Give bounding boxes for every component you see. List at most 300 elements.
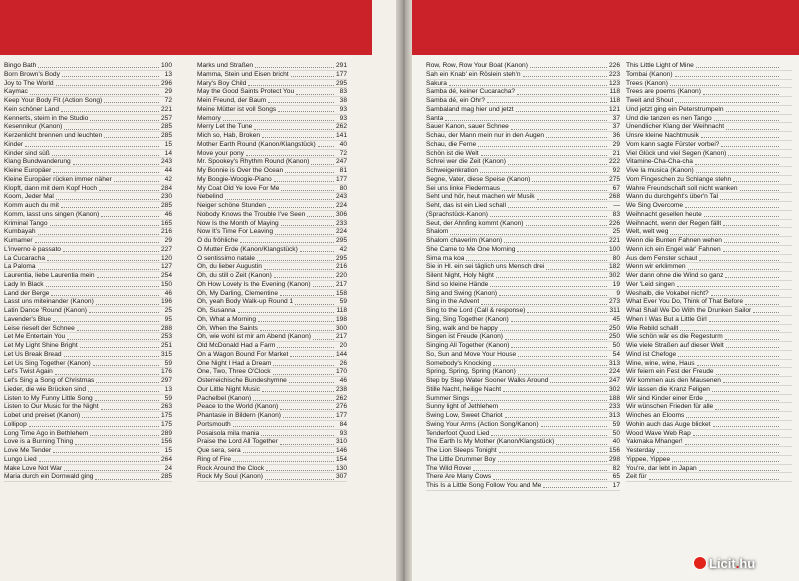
entry-title: Vom kann sagte Fürster vorbei? xyxy=(626,140,720,148)
entry-title: Seut, der Ahnfing kommt (Kanon) xyxy=(426,219,524,227)
index-entry xyxy=(626,377,792,386)
index-entry xyxy=(626,228,792,237)
index-entry xyxy=(626,333,792,342)
dot-leader xyxy=(53,316,159,322)
dot-leader xyxy=(699,465,779,471)
dot-leader xyxy=(50,220,159,226)
entry-title: O du fröhliche xyxy=(197,237,239,244)
entry-page-number: 285 xyxy=(160,202,172,209)
entry-page-number: 285 xyxy=(160,132,172,139)
entry-page-number: 95 xyxy=(164,315,172,323)
dot-leader xyxy=(97,272,159,278)
entry-page-number: 20 xyxy=(339,342,347,349)
dot-leader xyxy=(273,360,334,366)
index-entry xyxy=(426,360,620,369)
entry-title: Und die tanzen es nen Tango xyxy=(626,114,712,122)
dot-leader xyxy=(61,202,159,208)
dot-leader xyxy=(55,368,159,374)
dot-leader xyxy=(89,307,159,313)
index-entry xyxy=(197,211,347,220)
index-entry xyxy=(197,132,347,141)
entry-title: She Came to Me One Morning xyxy=(426,245,516,253)
index-entry xyxy=(426,395,620,404)
index-entry xyxy=(626,298,792,307)
dot-leader xyxy=(518,351,607,357)
dot-leader xyxy=(678,351,779,357)
index-entry xyxy=(4,386,172,395)
dot-leader xyxy=(505,412,607,418)
index-entry xyxy=(626,281,792,290)
entry-title: Lobet und preiset (Kanon) xyxy=(4,412,81,419)
index-entry xyxy=(197,403,347,412)
dot-leader xyxy=(101,403,159,409)
entry-page-number: 67 xyxy=(612,184,620,192)
entry-title: Und jetzt ging ein Peterstrumpeln xyxy=(626,105,724,113)
index-entry xyxy=(426,377,620,386)
index-entry xyxy=(4,237,172,246)
entry-title: Wenn die Bunten Fahnen wehen xyxy=(626,237,722,244)
index-entry xyxy=(197,62,347,71)
index-entry xyxy=(426,115,620,124)
entry-page-number: 313 xyxy=(608,412,620,419)
index-column-1 xyxy=(4,62,172,482)
index-entry xyxy=(197,263,347,272)
dot-leader xyxy=(82,412,159,418)
dot-leader xyxy=(496,272,607,278)
entry-title: Que sera, sera xyxy=(197,447,241,454)
entry-title: Wenn ich ein Engel wär' Fahnen xyxy=(626,245,721,253)
index-entry xyxy=(426,333,620,342)
dot-leader xyxy=(523,71,607,77)
index-entry xyxy=(626,88,792,97)
entry-page-number: 262 xyxy=(335,394,347,402)
index-entry xyxy=(4,141,172,150)
index-entry xyxy=(197,473,347,482)
entry-title: Samba dé, keiner Cucaracha? xyxy=(426,88,516,96)
dot-leader xyxy=(532,176,607,182)
entry-page-number: 118 xyxy=(609,97,620,104)
entry-page-number: 315 xyxy=(160,350,172,358)
index-entry xyxy=(426,228,620,237)
index-entry xyxy=(426,220,620,229)
entry-title: O Mutter Erde (Kanon/Klangstück) xyxy=(197,245,298,253)
dot-leader xyxy=(511,123,607,129)
entry-title: Tweit and Shout xyxy=(626,97,674,104)
entry-title: Sima ma koa xyxy=(426,254,465,262)
index-entry xyxy=(626,447,792,456)
entry-page-number: 118 xyxy=(336,307,347,314)
index-entry xyxy=(197,193,347,202)
dot-leader xyxy=(114,176,159,182)
entry-page-number: 141 xyxy=(335,132,347,139)
index-entry xyxy=(4,80,172,89)
index-entry xyxy=(4,185,172,194)
index-entry xyxy=(197,123,347,132)
index-entry xyxy=(197,150,347,159)
left-band-end xyxy=(372,0,396,55)
entry-page-number: 284 xyxy=(160,184,172,192)
entry-page-number: 176 xyxy=(160,368,172,376)
entry-title: Sing and Swing (Kanon) xyxy=(426,289,498,297)
entry-title: Sing in the Advent xyxy=(426,298,480,306)
entry-title: My Bonnie is Over the Ocean xyxy=(197,167,284,174)
dot-leader xyxy=(90,430,159,436)
index-entry xyxy=(426,307,620,316)
entry-title: Long Time Ago in Bethlehem xyxy=(4,429,89,437)
index-entry xyxy=(197,447,347,456)
entry-title: Let My Light Shine Bright xyxy=(4,342,78,349)
index-entry xyxy=(4,456,172,465)
entry-title: Lungo Lied xyxy=(4,455,37,463)
entry-title: Wie viele Straßen auf dieser Welt xyxy=(626,342,724,349)
entry-title: La Paloma xyxy=(4,263,36,271)
index-entry xyxy=(197,465,347,474)
entry-page-number: 233 xyxy=(608,403,620,411)
dot-leader xyxy=(289,377,334,383)
entry-title: Love is a Burning Thing xyxy=(4,438,74,446)
dot-leader xyxy=(686,412,779,418)
index-entry xyxy=(426,202,620,211)
dot-leader xyxy=(38,62,159,68)
entry-title: Swing Low, Sweet Chariot xyxy=(426,412,503,419)
dot-leader xyxy=(724,237,779,243)
dot-leader xyxy=(64,465,159,471)
index-entry xyxy=(197,456,347,465)
entry-page-number: 196 xyxy=(160,298,172,306)
entry-title: Silent Night, Holy Night xyxy=(426,272,494,279)
index-entry xyxy=(426,342,620,351)
entry-page-number: 177 xyxy=(335,412,347,419)
dot-leader xyxy=(47,255,159,261)
index-entry xyxy=(197,281,347,290)
index-entry xyxy=(626,290,792,299)
index-entry xyxy=(426,447,620,456)
entry-title: The Little Drummer Boy xyxy=(426,455,496,463)
dot-leader xyxy=(283,412,334,418)
entry-title: Keep Your Body Fit (Action Song) xyxy=(4,97,103,104)
dot-leader xyxy=(723,220,779,226)
index-entry xyxy=(626,62,792,71)
entry-title: Wohin auch das Auge blicket xyxy=(626,420,711,428)
entry-page-number: 156 xyxy=(608,447,620,454)
index-entry xyxy=(4,360,172,369)
entry-title: When I Was But a Little Girl xyxy=(626,315,707,323)
entry-title: Kleine Europäer xyxy=(4,167,52,174)
index-entry xyxy=(197,115,347,124)
entry-page-number: 250 xyxy=(608,333,620,341)
dot-leader xyxy=(88,386,159,392)
dot-leader xyxy=(255,62,334,68)
dot-leader xyxy=(685,438,779,444)
index-entry xyxy=(4,421,172,430)
index-entry xyxy=(626,351,792,360)
dot-leader xyxy=(471,395,607,401)
dot-leader xyxy=(264,263,334,269)
entry-page-number: 118 xyxy=(609,88,620,96)
entry-title: Oh, What a Morning xyxy=(197,315,257,323)
entry-page-number: 19 xyxy=(612,280,620,288)
entry-title: Make Love Not War xyxy=(4,464,63,472)
index-entry xyxy=(4,88,172,97)
entry-title: Wir wünschen Frieden für alle xyxy=(626,403,714,411)
dot-leader xyxy=(500,325,607,331)
entry-title: One Night I Had a Dream xyxy=(197,359,272,367)
entry-page-number: 254 xyxy=(160,272,172,279)
dot-leader xyxy=(450,228,607,234)
index-entry xyxy=(197,333,347,342)
entry-title: Kerzenlicht brennen und leuchten xyxy=(4,132,103,139)
index-entry xyxy=(426,255,620,264)
entry-page-number: 146 xyxy=(335,447,347,454)
row-rule xyxy=(4,481,172,482)
entry-title: Weihnacht gesellen heute xyxy=(626,210,702,218)
entry-title: Summer Sings xyxy=(426,394,470,402)
entry-title: The Earth Is My Mother (Kanon/Klangstück) xyxy=(426,438,555,446)
dot-leader xyxy=(546,132,607,138)
entry-title: Kleine Europäer rücken immer näher xyxy=(4,175,112,183)
index-entry xyxy=(4,228,172,237)
dot-leader xyxy=(478,141,607,147)
index-entry xyxy=(4,255,172,264)
index-entry xyxy=(4,438,172,447)
index-entry xyxy=(4,132,172,141)
dot-leader xyxy=(498,456,607,462)
entry-page-number: 158 xyxy=(335,289,347,297)
entry-title: What Ever You Do, Think of That Before xyxy=(626,298,744,306)
index-entry xyxy=(4,176,172,185)
dot-leader xyxy=(225,193,334,199)
dot-leader xyxy=(93,360,159,366)
index-entry xyxy=(426,298,620,307)
entry-page-number: 264 xyxy=(160,455,172,463)
index-entry xyxy=(626,272,792,281)
dot-leader xyxy=(449,80,607,86)
entry-page-number: 263 xyxy=(160,403,172,411)
dot-leader xyxy=(64,351,159,357)
index-entry xyxy=(626,193,792,202)
dot-leader xyxy=(99,185,159,191)
entry-title: Let Us Break Bread xyxy=(4,350,62,358)
entry-page-number: 37 xyxy=(612,123,620,131)
dot-leader xyxy=(677,281,779,287)
index-entry xyxy=(626,456,792,465)
entry-page-number: 216 xyxy=(335,263,347,271)
entry-title: Seht, das ist ein Lied schall xyxy=(426,202,506,209)
index-entry xyxy=(626,395,792,404)
dot-leader xyxy=(38,228,159,234)
index-entry xyxy=(626,80,792,89)
index-entry xyxy=(426,430,620,439)
dot-leader xyxy=(238,307,335,313)
dot-leader xyxy=(733,176,779,182)
dot-leader xyxy=(445,115,607,121)
index-entry xyxy=(626,307,792,316)
dot-leader xyxy=(518,368,607,374)
entry-title: Schau, der Mann mein nur in den Augen xyxy=(426,132,545,139)
entry-page-number: 224 xyxy=(608,368,620,376)
dot-leader xyxy=(490,281,607,287)
index-entry xyxy=(426,412,620,421)
entry-page-number: 298 xyxy=(608,455,620,463)
entry-title: Wine, wine, wine, Haus xyxy=(626,359,695,367)
entry-title: Sind so kleine Hände xyxy=(426,280,489,288)
index-entry xyxy=(426,272,620,281)
index-entry xyxy=(626,97,792,106)
dot-leader xyxy=(90,115,159,121)
entry-page-number: 296 xyxy=(160,79,172,87)
dot-leader xyxy=(499,447,607,453)
dot-leader xyxy=(248,80,334,86)
entry-page-number: 13 xyxy=(164,70,172,78)
entry-title: Vive la musica (Kanon) xyxy=(626,167,694,174)
entry-page-number: 291 xyxy=(335,62,347,69)
entry-title: Born Brown's Body xyxy=(4,70,60,78)
entry-page-number: 59 xyxy=(164,394,172,402)
entry-title: Joy to The World xyxy=(4,79,54,87)
dot-leader xyxy=(280,438,334,444)
entry-title: Koom, Jeder Mal xyxy=(4,193,54,201)
entry-page-number: 175 xyxy=(160,420,172,428)
dot-leader xyxy=(95,395,159,401)
index-entry xyxy=(197,342,347,351)
entry-title: Portsmouth xyxy=(197,420,231,428)
index-entry xyxy=(426,438,620,447)
dot-leader xyxy=(80,342,159,348)
entry-title: Sing, Sing Together (Kanon) xyxy=(426,315,509,323)
dot-leader xyxy=(516,106,607,112)
index-entry xyxy=(626,325,792,334)
index-entry xyxy=(4,342,172,351)
entry-page-number: 310 xyxy=(335,438,347,446)
dot-leader xyxy=(300,246,334,252)
entry-page-number: 13 xyxy=(164,385,172,393)
entry-page-number: 275 xyxy=(608,175,620,183)
index-column-2 xyxy=(197,62,347,482)
entry-title: My Boogie-Woogie-Piano xyxy=(197,175,272,183)
entry-title: You're, dar lebt in Japan xyxy=(626,464,697,472)
dot-leader xyxy=(721,141,779,147)
dot-leader xyxy=(740,185,779,191)
entry-page-number: 313 xyxy=(608,359,620,367)
dot-leader xyxy=(296,88,334,94)
entry-page-number: 216 xyxy=(160,228,172,236)
index-entry xyxy=(4,263,172,272)
dot-leader xyxy=(258,316,334,322)
index-entry xyxy=(626,123,792,132)
index-entry xyxy=(626,421,792,430)
dot-leader xyxy=(291,71,334,77)
dot-leader xyxy=(688,263,779,269)
dot-leader xyxy=(313,281,334,287)
index-column-4 xyxy=(626,62,792,482)
dot-leader xyxy=(473,465,607,471)
entry-page-number: 217 xyxy=(335,280,347,288)
entry-title: Merry Let the Tune xyxy=(197,123,253,131)
index-entry xyxy=(197,97,347,106)
index-entry xyxy=(197,272,347,281)
index-entry xyxy=(426,176,620,185)
dot-leader xyxy=(262,386,334,392)
entry-page-number: 83 xyxy=(612,210,620,218)
index-entry xyxy=(626,211,792,220)
index-entry xyxy=(626,386,792,395)
dot-leader xyxy=(480,167,607,173)
entry-title: Vom Fingeschen zu Schlange stehn xyxy=(626,175,732,183)
dot-leader xyxy=(712,386,779,392)
dot-leader xyxy=(672,456,779,462)
entry-page-number: 21 xyxy=(612,149,620,157)
index-entry xyxy=(426,421,620,430)
entry-title: Old McDonald Had a Farm xyxy=(197,342,276,349)
right-header-band xyxy=(412,0,799,55)
dot-leader xyxy=(56,80,159,86)
index-entry xyxy=(197,106,347,115)
index-entry xyxy=(426,351,620,360)
dot-leader xyxy=(281,185,334,191)
dot-leader xyxy=(543,482,607,488)
entry-page-number: 25 xyxy=(612,228,620,236)
dot-leader xyxy=(265,473,334,479)
entry-page-number: 100 xyxy=(160,62,172,69)
index-entry xyxy=(4,158,172,167)
index-entry xyxy=(426,150,620,159)
entry-page-number: 177 xyxy=(335,175,347,183)
index-entry xyxy=(197,360,347,369)
entry-page-number: 120 xyxy=(160,254,172,262)
index-entry xyxy=(626,255,792,264)
dot-leader xyxy=(716,368,779,374)
dot-leader xyxy=(243,447,334,453)
watermark xyxy=(709,556,755,571)
index-entry xyxy=(626,176,792,185)
dot-leader xyxy=(649,473,779,479)
entry-title: Now Is the Month of Maying xyxy=(197,219,279,227)
dot-leader xyxy=(701,132,779,138)
entry-page-number: 123 xyxy=(608,79,620,87)
entry-page-number: — xyxy=(613,202,620,209)
dot-leader xyxy=(723,377,779,383)
index-entry xyxy=(426,97,620,106)
index-entry xyxy=(626,158,792,167)
dot-leader xyxy=(511,342,607,348)
entry-title: Mr. Spookey's Rhythm Round (Kanon) xyxy=(197,158,310,166)
index-entry xyxy=(4,202,172,211)
entry-title: Zeit für xyxy=(626,473,647,481)
dot-leader xyxy=(487,97,607,103)
entry-title: Trees are poems (Kanon) xyxy=(626,88,701,96)
entry-page-number: 93 xyxy=(339,429,347,437)
entry-title: Singen ist Freude (Kanon) xyxy=(426,333,503,341)
dot-leader xyxy=(38,263,159,269)
entry-title: Lady In Black xyxy=(4,280,44,288)
index-entry xyxy=(197,88,347,97)
index-entry xyxy=(426,237,620,246)
entry-title: Move your pony xyxy=(197,149,244,157)
entry-page-number: 46 xyxy=(164,210,172,218)
entry-title: Kriminal Tango xyxy=(4,219,48,227)
entry-page-number: 150 xyxy=(160,280,172,288)
entry-title: Listen to My Funny Little Song xyxy=(4,394,93,402)
entry-title: Mary's Boy Child xyxy=(197,79,247,87)
dot-leader xyxy=(29,421,159,427)
entry-title: Aus dem Fenster schaut xyxy=(626,254,698,262)
entry-title: The Wild Rover xyxy=(426,464,472,472)
dot-leader xyxy=(500,403,607,409)
index-entry xyxy=(197,430,347,439)
entry-page-number: 165 xyxy=(160,219,172,227)
dot-leader xyxy=(711,290,779,296)
entry-page-number: 72 xyxy=(164,97,172,104)
